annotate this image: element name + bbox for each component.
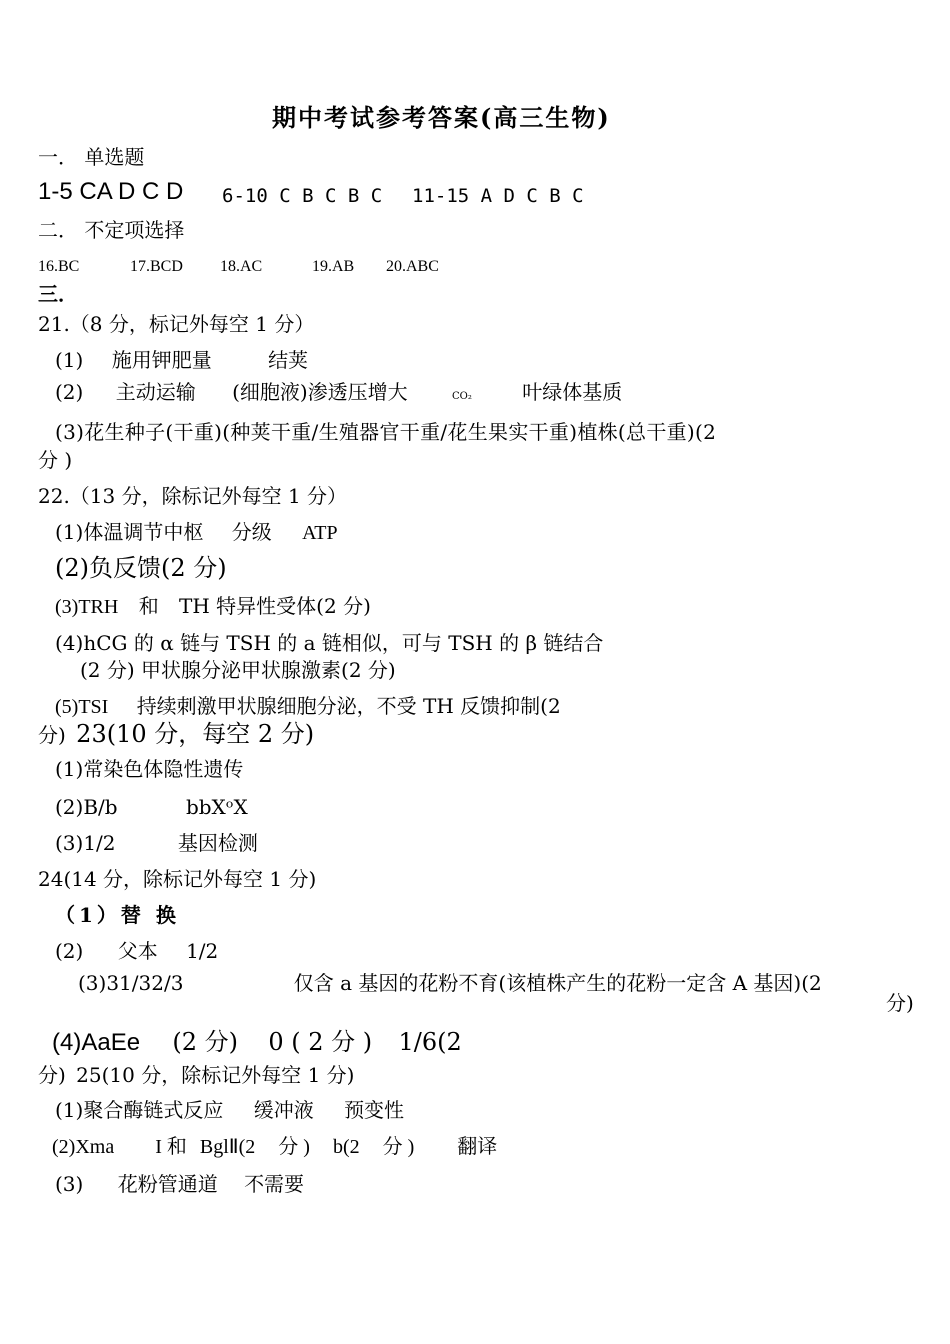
answer-18: 18.AC: [220, 258, 263, 275]
answer-17: 17.BCD: [130, 258, 183, 275]
q21-header: 21.（8 分，标记外每空 1 分）: [38, 312, 315, 336]
q21-2-ans-d: 叶绿体基质: [522, 380, 623, 404]
q22-line-2: (2)负反馈(2 分): [55, 554, 227, 582]
q25-2-score-a: 分 ): [278, 1136, 310, 1158]
q24-2-ans-a: 父本: [117, 939, 158, 963]
q23-2-ans-a: (2)B/b: [55, 795, 118, 819]
q22-5-ans-b: 持续刺激甲状腺细胞分泌，不受 TH 反馈抑制(2: [136, 694, 561, 718]
q22-line-4: (4)hCG 的 α 链与 TSH 的 a 链相似，可与 TSH 的 β 链结合: [55, 631, 604, 655]
q25-3-num: (3): [55, 1172, 84, 1196]
q24-4-ans-b: 0 ( 2 分 ): [268, 1028, 373, 1056]
q21-2-ans-b: (细胞液)渗透压增大: [232, 380, 408, 404]
answers-6-10: 6-10 C B C B C: [222, 185, 383, 207]
q23-line-3: [55, 831, 258, 855]
q25-1-ans-a: (1)聚合酶链式反应: [55, 1098, 224, 1122]
section-2-heading: 二． 不定项选择: [38, 218, 185, 242]
q22-line-1: [55, 520, 338, 545]
section-1-heading: 一． 单选题: [38, 145, 145, 169]
q21-line-2: [55, 380, 622, 404]
q25-1-ans-b: 缓冲液: [253, 1098, 314, 1122]
q22-header: 22.（13 分，除标记外每空 1 分）: [38, 484, 348, 508]
section-3-heading: 三．: [38, 282, 78, 306]
q25-header: 25(10 分，除标记外每空 1 分): [76, 1063, 355, 1087]
q21-line-3: (3)花生种子(干重)(种荚干重/生殖器官干重/花生果实干重)植株(总干重)(2: [55, 420, 717, 444]
q23-header-line: [38, 720, 314, 749]
q21-1-ans-b: 结荚: [268, 348, 309, 372]
q25-2-ans-b: I 和: [155, 1136, 187, 1158]
answers-11-15: 11-15 A D C B C: [412, 185, 584, 207]
q24-line-1: （1）替 换: [55, 903, 180, 927]
q22-line-4b: (2 分) 甲状腺分泌甲状腺激素(2 分): [80, 658, 396, 682]
answers-1-5: 1-5 CA D C D: [38, 178, 184, 205]
q21-2-ans-c: CO₂: [452, 391, 472, 402]
q21-1-ans-a: 施用钾肥量: [111, 348, 212, 372]
q22-1-ans-c: ATP: [302, 522, 338, 544]
q24-line-3-end: 分): [886, 991, 914, 1015]
q23-2-ans-b: bbXᵒX: [185, 795, 248, 819]
q21-line-1: [55, 348, 308, 372]
q22-1-ans-b: 分级: [231, 520, 272, 544]
q24-2-ans-b: 1/2: [186, 939, 219, 963]
q22-3-and: 和: [138, 594, 159, 618]
q24-line-4: [52, 1028, 462, 1058]
q22-3-ans-a: (3)TRH: [55, 596, 119, 618]
q22-3-ans-b: TH 特异性受体(2 分): [179, 594, 371, 618]
q25-line-2: [52, 1135, 497, 1159]
q25-header-line: [38, 1063, 354, 1087]
q25-3-ans-b: 不需要: [244, 1172, 305, 1196]
q24-4-ans-c: 1/6(2: [398, 1028, 462, 1056]
q21-2-ans-a: 主动运输: [115, 380, 196, 404]
q23-line-2: [55, 795, 248, 819]
q21-1-num: (1): [55, 348, 84, 372]
q25-2-score-b: 分 ): [382, 1136, 415, 1158]
q24-4-score-a: (2 分): [172, 1028, 239, 1056]
q22-line-5: [55, 694, 561, 719]
q25-3-ans-a: 花粉管通道: [117, 1172, 218, 1196]
q22-5-end: 分): [38, 723, 66, 747]
q25-1-ans-c: 预变性: [344, 1098, 405, 1122]
q24-header: 24(14 分，除标记外每空 1 分): [38, 867, 317, 891]
q25-2-ans-e: 翻译: [457, 1136, 498, 1158]
q25-line-1: [55, 1098, 404, 1122]
q24-4-end: 分): [38, 1063, 66, 1087]
q23-3-ans-b: 基因检测: [177, 831, 258, 855]
q25-2-ans-d: b(2: [332, 1136, 360, 1158]
answer-16: 16.BC: [38, 258, 80, 275]
q24-line-3: [78, 971, 822, 995]
q22-line-3: [55, 594, 371, 619]
page-title: 期中考试参考答案(高三生物): [272, 103, 611, 132]
q21-line-3-end: 分 ): [38, 448, 73, 472]
q21-2-num: (2): [55, 380, 84, 404]
q24-4-ans-a: (4)AaEe: [52, 1029, 141, 1056]
q24-3-ans-b: 仅含 a 基因的花粉不育(该植株产生的花粉一定含 A 基因)(2: [293, 971, 822, 995]
answer-19: 19.AB: [312, 258, 355, 275]
q25-2-ans-a: (2)Xma: [52, 1136, 115, 1158]
q23-3-ans-a: (3)1/2: [55, 831, 116, 855]
q25-line-3: [55, 1172, 304, 1196]
q22-5-ans-a: (5)TSI: [55, 696, 109, 718]
q24-line-2: [55, 939, 218, 963]
q25-2-ans-c: BglⅡ(2: [199, 1136, 256, 1158]
q24-3-ans-a: (3)31/32/3: [78, 971, 184, 995]
answer-20: 20.ABC: [386, 258, 439, 275]
q23-line-1: (1)常染色体隐性遗传: [55, 757, 244, 781]
q23-header: 23(10 分，每空 2 分): [76, 720, 315, 748]
q22-1-ans-a: (1)体温调节中枢: [55, 520, 204, 544]
q24-2-num: (2): [55, 939, 84, 963]
